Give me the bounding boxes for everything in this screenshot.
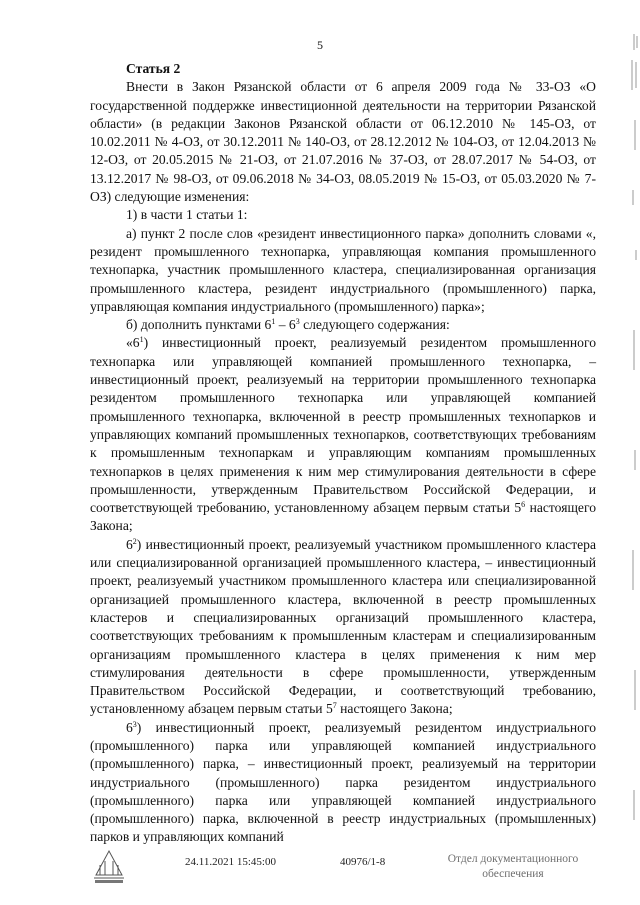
scan-edge-marks bbox=[626, 30, 640, 890]
paragraph-item-a: а) пункт 2 после слов «резидент инвестиционного парка» дополнить словами «, резидент промышленного технопарка, управляющая компания промышленного технопарка, участник промышленного кластера, специализированная организация промышленного кластера, резидент индустриального (промышленного) парка, управляющая компания индустриального (промышленного) парка»; bbox=[90, 225, 596, 314]
duma-logo-icon bbox=[92, 845, 126, 885]
article-heading: Статья 2 bbox=[126, 61, 181, 76]
page-number: 5 bbox=[317, 38, 323, 52]
footer-reg-number: 40976/1-8 bbox=[340, 856, 386, 868]
paragraph-item-b: б) дополнить пунктами $6^1 - 6^3$ следующего содержания: bbox=[126, 317, 450, 333]
stamp-line-2: обеспечения bbox=[482, 868, 544, 880]
department-stamp bbox=[438, 852, 588, 882]
paragraph-intro: Внести в Закон Рязанской области от 6 апреля 2009 года № 33-ОЗ «О государственной поддержке инвестиционной деятельности на территории Рязанской области» (в редакции Законов Рязанской области от 06.12.2010 № 145-ОЗ, от 10.02.2011 № 4-ОЗ, от 30.12.2011 № 140-ОЗ, от 28.12.2012 № 104-ОЗ, от 12.04.2013 № 12-ОЗ, от 20.05.2015 № 21-ОЗ, от 21.07.2016 № 37-ОЗ, от 28.07.2017 № 54-ОЗ, от 13.12.2017 № 98-ОЗ, от 09.06.2018 № 34-ОЗ, 08.05.2019 № 15-ОЗ, от 05.03.2020 № 7-ОЗ) следующие изменения: bbox=[90, 79, 596, 205]
paragraph-item-6-3: $6^3$) инвестиционный проект, реализуемый резидентом индустриального (промышленного) парка или управляющей компанией индустриального (промышленного) парка, – инвестиционный проект, реализуемый на территории индустриального (промышленного) парка резидентом индустриального (промышленного) парка или управляющей компанией индустриального (промышленного) парка, включенной в реестр индустриальных (промышленных) парков и управляющих компаний bbox=[90, 719, 596, 845]
stamp-line-1: Отдел документационного bbox=[447, 853, 579, 865]
paragraph-item-1: 1) в части 1 статьи 1: bbox=[126, 207, 248, 223]
document-body bbox=[90, 60, 596, 847]
paragraph-item-6-1: «$6^1$) инвестиционный проект, реализуемый резидентом промышленного технопарка или управляющей компанией промышленного технопарка, – инвестиционный проект, реализуемый на территории промышленного технопарка резидентом промышленного технопарка или управляющей компанией промышленного технопарка, включенной в реестр промышленных технопарков и управляющих компаний промышленных технопарков, соответствующих требованиям к промышленным технопаркам и управляющим компаниям промышленных технопарков в целях применения к ним мер стимулирования деятельности в сфере промышленности, утвержденным Правительством Российской Федерации, и соответствующей требованию, установленному абзацем первым статьи $5^6$ настоящего Закона; bbox=[90, 335, 596, 534]
paragraph-item-6-2: $6^2$) инвестиционный проект, реализуемый участником промышленного кластера или специализированной организацией промышленного кластера, – инвестиционный проект, реализуемый участником промышленного кластера или специализированной организацией промышленного кластера, включенной в реестр промышленных кластеров и специализированных организаций промышленного кластера, соответствующих требованиям к промышленным кластерам и специализированным организациям промышленного кластера в целях применения к ним мер стимулирования деятельности в сфере промышленности, утвержденным Правительством Российской Федерации, и соответствующий требованию, установленному абзацем первым статьи $5^7$ настоящего Закона; bbox=[90, 536, 596, 717]
footer-datetime: 24.11.2021 15:45:00 bbox=[185, 856, 276, 868]
